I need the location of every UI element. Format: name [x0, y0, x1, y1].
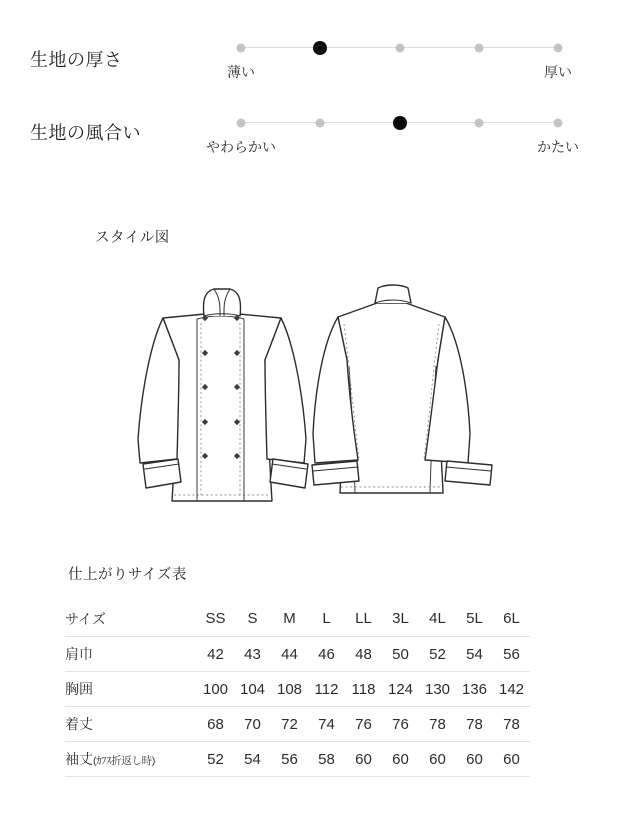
right-cuff [270, 459, 308, 488]
size-row-label: 袖丈(ｶﾌｽ折返し時) [65, 742, 197, 777]
size-cell: 136 [456, 672, 493, 707]
size-table-heading: 仕上がりサイズ表 [68, 567, 187, 583]
size-cell: 46 [308, 637, 345, 672]
fabric-texture-scale [206, 116, 579, 155]
scale-max-label: 厚い [544, 64, 572, 80]
size-cell: 124 [382, 672, 419, 707]
size-cell: 78 [419, 707, 456, 742]
scale-dot-active [313, 41, 327, 55]
size-cell: 60 [345, 742, 382, 777]
size-cell: 130 [419, 672, 456, 707]
size-cell: 50 [382, 637, 419, 672]
size-cell: 72 [271, 707, 308, 742]
scale-dot-active [393, 116, 407, 130]
jacket-front-collar [203, 289, 240, 316]
jacket-back-collar [375, 285, 411, 303]
size-cell: 52 [197, 742, 234, 777]
size-row-label: 肩巾 [65, 637, 197, 672]
size-table-corner-header: サイズ [65, 601, 197, 637]
size-column-header: 3L [382, 601, 419, 637]
style-diagram-heading: スタイル図 [95, 230, 170, 246]
size-cell: 60 [493, 742, 530, 777]
size-column-header: M [271, 601, 308, 637]
size-cell: 76 [382, 707, 419, 742]
size-cell: 44 [271, 637, 308, 672]
style-diagram [0, 276, 640, 521]
size-table-body [65, 637, 530, 777]
size-cell: 54 [234, 742, 271, 777]
size-cell: 60 [382, 742, 419, 777]
size-column-header: S [234, 601, 271, 637]
scale-min-label: 薄い [227, 64, 255, 80]
size-cell: 100 [197, 672, 234, 707]
size-cell: 48 [345, 637, 382, 672]
jacket-front-illustration [133, 276, 318, 516]
size-column-header: SS [197, 601, 234, 637]
scale-dot [395, 44, 404, 53]
size-row-label: 胸囲 [65, 672, 197, 707]
size-row-label-note: (ｶﾌｽ折返し時) [93, 755, 156, 767]
size-cell: 56 [271, 742, 308, 777]
scale-dot [554, 119, 563, 128]
right-cuff [445, 461, 492, 485]
size-column-header: LL [345, 601, 382, 637]
size-cell: 104 [234, 672, 271, 707]
size-cell: 60 [456, 742, 493, 777]
size-table-row [65, 707, 530, 742]
size-cell: 108 [271, 672, 308, 707]
jacket-back-body [312, 303, 492, 493]
jacket-front-body [138, 314, 308, 501]
size-cell: 54 [456, 637, 493, 672]
fabric-thickness-label: 生地の厚さ [30, 50, 123, 70]
fabric-thickness-scale [227, 41, 572, 80]
size-table-header-row [65, 601, 530, 637]
size-cell: 112 [308, 672, 345, 707]
scale-dot [237, 119, 246, 128]
size-cell: 56 [493, 637, 530, 672]
size-cell: 74 [308, 707, 345, 742]
size-column-header: 4L [419, 601, 456, 637]
scale-dot [316, 119, 325, 128]
size-table [65, 601, 530, 777]
size-column-header: 6L [493, 601, 530, 637]
scale-max-label: かたい [537, 139, 579, 155]
fabric-texture-label: 生地の風合い [30, 123, 141, 143]
scale-dot [474, 44, 483, 53]
size-cell: 78 [493, 707, 530, 742]
size-cell: 68 [197, 707, 234, 742]
size-table-row [65, 742, 530, 777]
size-cell: 52 [419, 637, 456, 672]
size-cell: 60 [419, 742, 456, 777]
size-cell: 78 [456, 707, 493, 742]
size-column-header: L [308, 601, 345, 637]
jacket-back-illustration [308, 276, 498, 516]
left-cuff [143, 459, 181, 488]
left-cuff [312, 461, 359, 485]
size-cell: 142 [493, 672, 530, 707]
size-cell: 76 [345, 707, 382, 742]
size-table-row [65, 672, 530, 707]
size-cell: 118 [345, 672, 382, 707]
size-table-row [65, 637, 530, 672]
scale-dot [554, 44, 563, 53]
size-row-label: 着丈 [65, 707, 197, 742]
size-cell: 43 [234, 637, 271, 672]
size-cell: 42 [197, 637, 234, 672]
size-table-header [65, 601, 530, 637]
size-cell: 58 [308, 742, 345, 777]
scale-dot [474, 119, 483, 128]
scale-dot [237, 44, 246, 53]
scale-min-label: やわらかい [206, 139, 276, 155]
size-cell: 70 [234, 707, 271, 742]
size-column-header: 5L [456, 601, 493, 637]
